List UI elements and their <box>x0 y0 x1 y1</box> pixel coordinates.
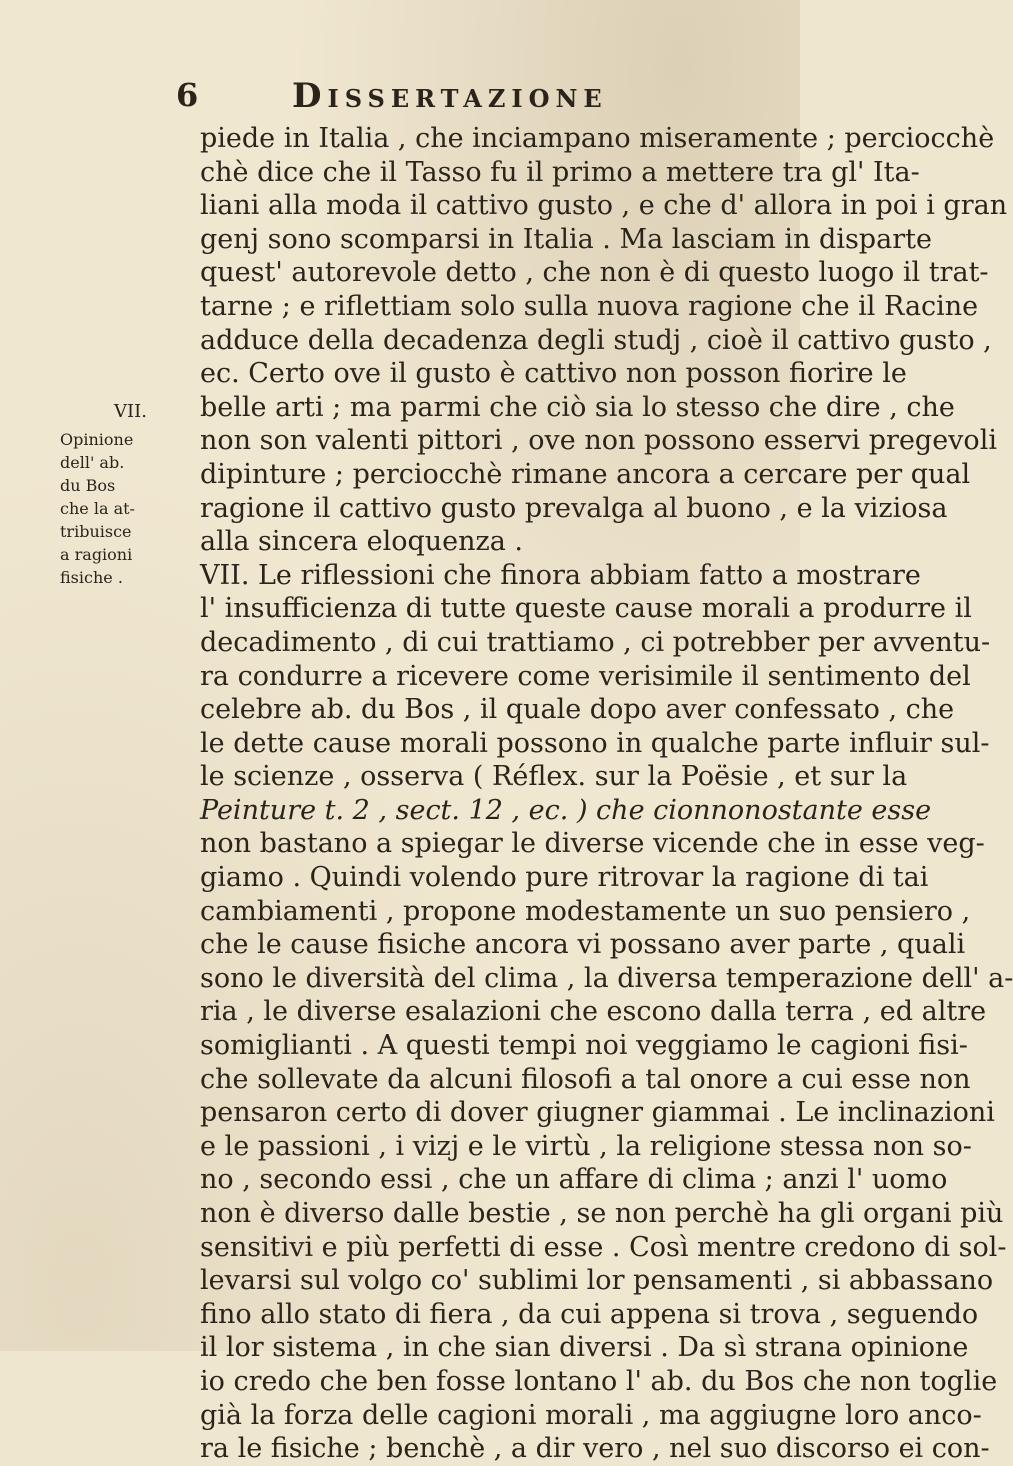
text-line: chè dice che il Tasso fu il primo a mettere tra gl' Ita- <box>200 156 920 188</box>
text-line: liani alla moda il cattivo gusto , e che d' allora in poi i gran <box>200 190 1008 222</box>
text-line: belle arti ; ma parmi che ciò sia lo stesso che dire , che <box>200 391 955 423</box>
text-line: dipinture ; perciocchè rimane ancora a cercare per qual <box>200 458 971 490</box>
marginal-note <box>60 428 178 589</box>
text-line: non è diverso dalle bestie , se non perchè ha gli organi più <box>200 1198 1004 1229</box>
text-line: fino allo stato di fiera , da cui appena si trova , seguendo <box>200 1298 979 1330</box>
text-line: ec. Certo ove il gusto è cattivo non posson fiorire le <box>200 358 907 390</box>
text-line: celebre ab. du Bos , il quale dopo aver confessato , che <box>200 694 955 726</box>
page-number: 6 <box>176 76 199 114</box>
text-line: levarsi sul volgo co' sublimi lor pensamenti , si abbassano <box>200 1265 994 1297</box>
text-line: tarne ; e riflettiam solo sulla nuova ragione che il Racine <box>200 290 979 322</box>
text-line: no , secondo essi , che un affare di clima ; anzi l' uomo <box>200 1164 948 1196</box>
text-line: non bastano a spiegar le diverse vicende che in esse veg- <box>200 828 985 860</box>
text-line: ra le fisiche ; benchè , a dir vero , nel suo discorso ei con- <box>200 1433 990 1465</box>
text-line: ra condurre a ricevere come verisimile il sentimento del <box>200 660 971 692</box>
marginal-note-line: tribuisce <box>60 522 132 541</box>
body-text <box>200 122 1013 1466</box>
text-line: decadimento , di cui trattiamo , ci potrebber per avventu- <box>200 626 991 658</box>
text-line: sensitivi e più perfetti di esse . Così mentre credono di sol- <box>200 1231 1007 1263</box>
text-line: che sollevate da alcuni filosofi a tal onore a cui esse non <box>200 1063 971 1095</box>
marginal-note-line: du Bos <box>60 476 116 495</box>
text-line: le scienze , osserva ( Réflex. sur la Poësie , et sur la <box>200 761 908 793</box>
marginal-note-line: Opinione <box>60 430 134 449</box>
text-line: e le passioni , i vizj e le virtù , la religione stessa non so- <box>200 1130 972 1162</box>
marginal-note-line: fisiche . <box>60 568 123 587</box>
text-line: alla sincera eloquenza . <box>200 526 524 558</box>
text-line: io credo che ben fosse lontano l' ab. du Bos che non toglie <box>200 1365 998 1397</box>
text-line: Peinture t. 2 , sect. 12 , ec. ) che cionnonostante esse <box>200 794 932 826</box>
text-line: pensaron certo di dover giugner giammai . Le inclinazioni <box>200 1097 995 1129</box>
text-line: somiglianti . A questi tempi noi veggiamo le cagioni fisi- <box>200 1030 968 1062</box>
marginal-note-line: che la at- <box>60 499 135 518</box>
text-line: piede in Italia , che inciampano miseramente ; perciocchè <box>200 123 995 154</box>
text-line: ragione il cattivo gusto prevalga al buono , e la viziosa <box>200 492 948 524</box>
marginal-note-line: dell' ab. <box>60 453 125 472</box>
text-line: non son valenti pittori , ove non possono esservi pregevoli <box>200 425 997 457</box>
text-line: il lor sistema , in che sian diversi . Da sì strana opinione <box>200 1332 969 1364</box>
text-line: VII. Le riflessioni che finora abbiam fatto a mostrare <box>200 559 921 591</box>
text-line: adduce della decadenza degli studj , cioè il cattivo gusto , <box>200 324 992 356</box>
text-line: l' insufficienza di tutte queste cause morali a produrre il <box>200 593 972 625</box>
text-line: cambiamenti , propone modestamente un suo pensiero , <box>200 895 971 927</box>
text-line: ria , le diverse esalazioni che escono dalla terra , ed altre <box>200 996 987 1028</box>
text-line: già la forza delle cagioni morali , ma aggiugne loro anco- <box>200 1399 982 1431</box>
text-line: giamo . Quindi volendo pure ritrovar la ragione di tai <box>200 862 929 894</box>
running-head: Dissertazione <box>292 76 608 116</box>
text-line: genj sono scomparsi in Italia . Ma lasciam in disparte <box>200 223 932 255</box>
marginal-note-line: a ragioni <box>60 545 133 564</box>
text-line: quest' autorevole detto , che non è di questo luogo il trat- <box>200 257 989 289</box>
text-line: sono le diversità del clima , la diversa temperazione dell' a- <box>200 962 1013 994</box>
text-line: le dette cause morali possono in qualche parte influir sul- <box>200 727 990 759</box>
page-header <box>176 76 606 116</box>
section-number-margin: VII. <box>114 401 147 422</box>
text-line: che le cause fisiche ancora vi possano aver parte , quali <box>200 929 966 961</box>
